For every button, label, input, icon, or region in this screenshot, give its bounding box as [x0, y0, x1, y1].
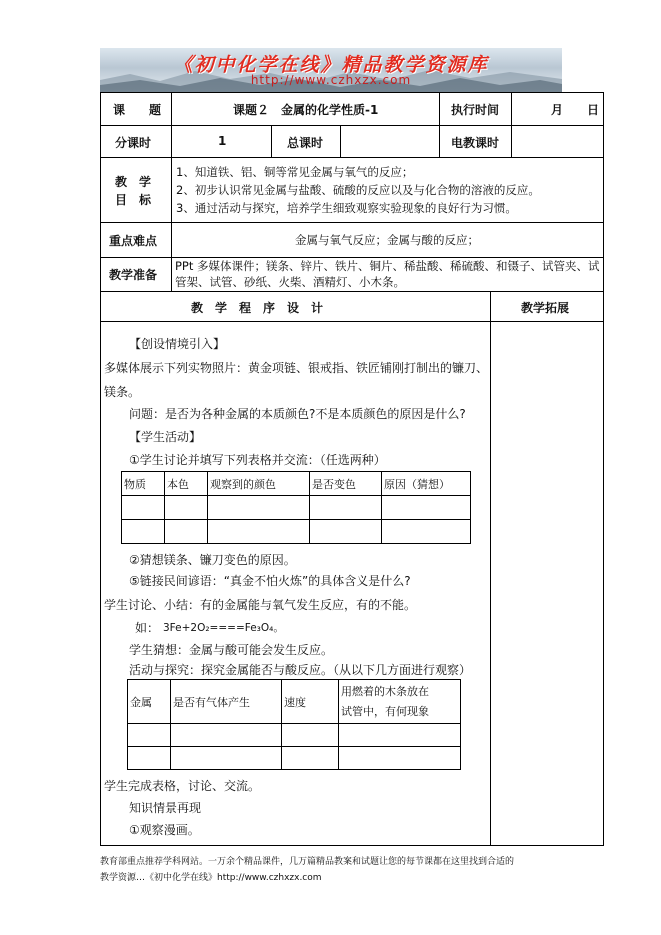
footer-line2: 教学资源…《初中化学在线》http://www.czhxzx.com — [100, 873, 322, 883]
page-footer — [100, 854, 514, 886]
design-heading: 教 学 程 序 设 计 — [191, 301, 324, 315]
topic-label: 课 题 — [113, 103, 162, 117]
table-header: 物质 — [122, 472, 165, 496]
eteach-label: 电教课时 — [451, 136, 500, 150]
goal-item-3: 3、通过活动与探究，培养学生细致观察实验现象的良好行为习惯。 — [176, 201, 517, 215]
extension-heading: 教学拓展 — [521, 301, 570, 315]
goals-label-line2: 目 标 — [115, 193, 152, 207]
proverb-text: ⑤链接民间谚语：“真金不怕火炼”的具体含义是什么? — [129, 574, 411, 588]
table-header: 是否有气体产生 — [171, 680, 282, 724]
acid-reaction-table — [127, 679, 461, 770]
date-value: 月 日 — [551, 103, 600, 117]
goal-item-2: 2、初步认识常见金属与盐酸、硫酸的反应以及与化合物的溶液的反应。 — [176, 183, 540, 197]
table-header: 本色 — [165, 472, 208, 496]
lesson-plan-table — [100, 92, 604, 846]
total-label: 总课时 — [287, 136, 324, 150]
discuss-instruction: ①学生讨论并填写下列表格并交流：（任选两种） — [129, 453, 386, 467]
question-text: 问题：是否为各种金属的本质颜色?不是本质颜色的原因是什么? — [129, 407, 466, 421]
table-header: 金属 — [128, 680, 171, 724]
footer-line1: 教育部重点推荐学科网站。一万余个精品课件，几万篇精品教案和试题让您的每节课都在这里找到合适的 — [100, 857, 515, 867]
topic-value: 课题２ 金属的化学性质-1 — [233, 103, 379, 117]
knowledge-text: 知识情景再现 — [129, 801, 202, 815]
key-points-value: 金属与氧气反应；金属与酸的反应； — [295, 233, 479, 247]
intro-line1: 多媒体展示下列实物照片：黄金项链、银戒指、铁匠铺刚打制出的镰刀、 — [104, 361, 489, 375]
banner-url: http://www.czhxzx.com — [250, 73, 412, 87]
equation-text: 3Fe+2O₂====Fe₃O₄。 — [163, 622, 284, 634]
preparation-label: 教学准备 — [109, 268, 158, 282]
preparation-line1: PPt 多媒体课件；镁条、锌片、铁片、铜片、稀盐酸、稀硫酸、和镊子、试管夹、试 — [175, 259, 600, 273]
table-row — [122, 496, 471, 520]
activity-heading: 【学生活动】 — [129, 430, 202, 444]
table-header: 是否变色 — [310, 472, 382, 496]
table-header: 观察到的颜色 — [208, 472, 310, 496]
guess-text: ②猜想镁条、镰刀变色的原因。 — [129, 553, 296, 567]
goal-item-1: 1、知道铁、铝、铜等常见金属与氧气的反应； — [176, 165, 414, 179]
summary-text: 学生讨论、小结：有的金属能与氧气发生反应，有的不能。 — [104, 598, 417, 612]
table-row — [128, 747, 461, 770]
preparation-line2: 管架、试管、砂纸、火柴、酒精灯、小木条。 — [175, 275, 405, 289]
table-header: 速度 — [282, 680, 339, 724]
example-prefix: 如： — [135, 621, 160, 635]
table-header: 试管中，有何现象 — [341, 704, 429, 718]
goals-label-line1: 教 学 — [115, 175, 152, 189]
table-row — [128, 724, 461, 747]
acid-guess-text: 学生猜想：金属与酸可能会发生反应。 — [129, 643, 334, 657]
period-label: 分课时 — [115, 136, 152, 150]
complete-text: 学生完成表格，讨论、交流。 — [104, 779, 261, 793]
observe-text: ①观察漫画。 — [129, 823, 200, 837]
intro-line2: 镁条。 — [104, 385, 141, 399]
color-observation-table — [121, 471, 471, 544]
table-row — [122, 520, 471, 544]
banner-title: 《初中化学在线》精品教学资源库 — [173, 54, 489, 76]
exec-time-label: 执行时间 — [451, 103, 500, 117]
explore-text: 活动与探究：探究金属能否与酸反应。（从以下几方面进行观察） — [129, 663, 472, 677]
period-value: 1 — [218, 134, 227, 148]
table-header: 原因（猜想） — [382, 472, 471, 496]
intro-heading: 【创设情境引入】 — [129, 337, 226, 351]
key-points-label: 重点难点 — [109, 234, 158, 248]
table-header: 用燃着的木条放在 — [341, 684, 429, 698]
header-banner — [100, 48, 562, 92]
